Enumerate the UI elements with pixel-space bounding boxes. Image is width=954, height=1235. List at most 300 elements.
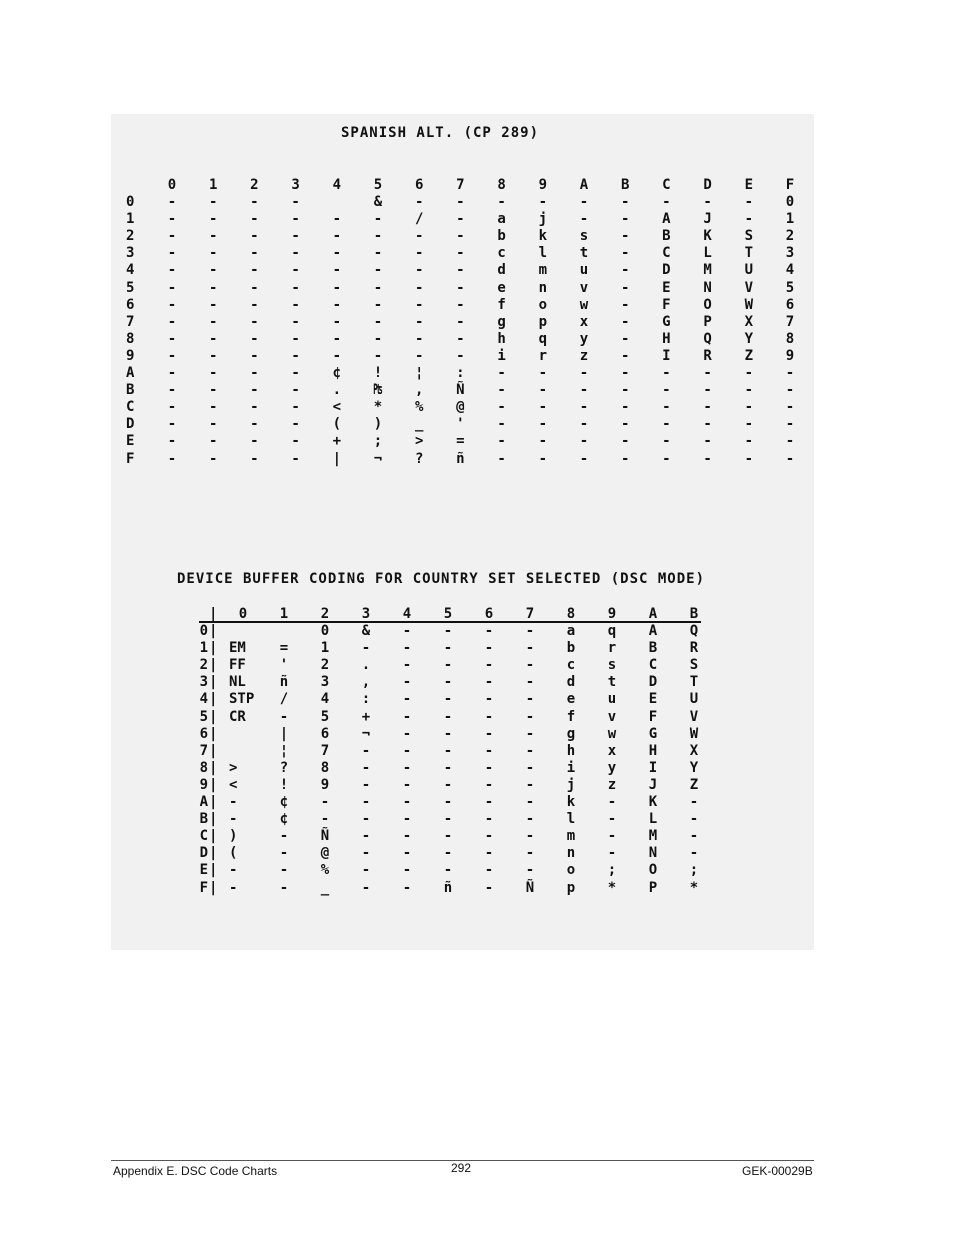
- chart2-cell: J: [648, 776, 658, 793]
- chart2-column-header: B: [689, 606, 699, 622]
- chart1-cell: F: [662, 296, 671, 313]
- chart2-cell: u: [607, 691, 617, 708]
- chart2-title: DEVICE BUFFER CODING FOR COUNTRY SET SELECTED (DSC MODE): [177, 571, 706, 587]
- chart1-cell: -: [662, 399, 671, 416]
- chart2-cell: -: [361, 640, 371, 657]
- chart2-cell: .: [361, 657, 371, 674]
- chart1-cell: -: [250, 313, 259, 330]
- chart1-cell: K: [703, 228, 712, 245]
- chart2-cell: -: [484, 811, 494, 828]
- chart1-cell: f: [497, 296, 506, 313]
- chart1-cell: -: [291, 228, 300, 245]
- chart1-cell: -: [662, 382, 671, 399]
- chart1-cell: -: [703, 450, 712, 467]
- chart1-cell: -: [250, 399, 259, 416]
- chart1-cell: -: [167, 194, 177, 210]
- chart2-cell: -: [525, 845, 535, 862]
- chart2-row-label: 7: [199, 742, 208, 759]
- chart2-row-separator: |: [209, 811, 218, 828]
- chart1-cell: l: [538, 245, 548, 262]
- chart1-cell: 4: [785, 262, 795, 279]
- chart2-cell: x: [607, 742, 617, 759]
- chart1-cell: U: [744, 262, 754, 279]
- chart1-cell: w: [579, 296, 589, 313]
- chart1-cell: -: [456, 228, 465, 245]
- chart1-cell: -: [414, 228, 424, 245]
- chart1-cell: -: [456, 296, 465, 313]
- chart2-cell: l: [566, 811, 576, 828]
- chart1-cell: -: [208, 262, 218, 279]
- chart1-cell: X: [744, 313, 754, 330]
- chart2-row-label: 1: [199, 640, 208, 657]
- chart1-cell: N: [703, 279, 712, 296]
- chart2-cell: X: [689, 742, 699, 759]
- chart1-cell: -: [785, 365, 795, 381]
- chart1-cell: <: [332, 399, 342, 416]
- chart1-cell: -: [167, 262, 177, 279]
- chart2-column-header: 8: [566, 606, 576, 622]
- chart1-cell: -: [497, 433, 506, 450]
- chart1-cell: -: [744, 211, 754, 228]
- chart2-cell: -: [484, 794, 494, 810]
- chart1-cell: h: [497, 330, 506, 347]
- chart2-cell: -: [443, 845, 453, 862]
- chart1-cell: -: [167, 296, 177, 313]
- chart2-cell: -: [525, 674, 535, 691]
- chart1-cell: -: [703, 194, 712, 210]
- chart1-cell: -: [744, 194, 754, 210]
- chart1-cell: -: [785, 450, 795, 467]
- chart1-cell: -: [662, 194, 671, 210]
- chart2-cell: -: [525, 759, 535, 776]
- chart1-cell: J: [703, 211, 712, 228]
- chart2-cell: -: [484, 862, 494, 879]
- chart1-cell: .: [332, 382, 342, 399]
- chart2-cell: -: [361, 828, 371, 845]
- chart2-cell: >: [229, 759, 238, 776]
- chart1-cell: -: [167, 399, 177, 416]
- chart1-cell: -: [538, 433, 548, 450]
- chart1-cell: B: [662, 228, 671, 245]
- chart1-cell: -: [291, 279, 300, 296]
- chart1-cell: -: [620, 347, 630, 364]
- footer-left: Appendix E. DSC Code Charts: [113, 1164, 278, 1178]
- chart1-cell: -: [291, 433, 300, 450]
- chart1-cell: -: [662, 365, 671, 381]
- chart2-cell: -: [689, 794, 699, 810]
- chart2-cell: q: [607, 623, 617, 639]
- chart1-cell: -: [250, 365, 259, 381]
- chart1-cell: -: [208, 245, 218, 262]
- chart1-cell: -: [703, 416, 712, 433]
- chart2-cell: -: [402, 759, 412, 776]
- chart1-cell: -: [497, 365, 506, 381]
- chart1-cell: -: [456, 245, 465, 262]
- chart2-cell: -: [279, 845, 289, 862]
- chart1-cell: c: [497, 245, 506, 262]
- chart1-cell: -: [373, 296, 383, 313]
- chart2-cell: 7: [320, 742, 330, 759]
- chart2-cell: STP: [229, 691, 255, 708]
- chart1-cell: >: [414, 433, 424, 450]
- chart1-cell: n: [538, 279, 548, 296]
- chart1-row-label: 7: [126, 313, 135, 330]
- chart2-cell: -: [525, 725, 535, 742]
- chart1-cell: -: [291, 365, 300, 381]
- chart2-row-separator: |: [209, 640, 218, 657]
- chart2-cell: |: [279, 725, 289, 742]
- chart1-cell: -: [208, 194, 218, 210]
- chart1-cell: ¬: [373, 450, 383, 467]
- chart2-row-separator: |: [209, 691, 218, 708]
- chart2-row-separator: |: [209, 742, 218, 759]
- chart1-cell: 6: [785, 296, 795, 313]
- chart1-cell: -: [373, 228, 383, 245]
- chart1-cell: a: [497, 211, 506, 228]
- chart2-cell: -: [484, 725, 494, 742]
- chart1-cell: -: [250, 416, 259, 433]
- chart1-cell: -: [208, 347, 218, 364]
- chart2-cell: -: [402, 794, 412, 810]
- chart2-cell: Y: [689, 759, 699, 776]
- chart2-cell: ?: [279, 759, 289, 776]
- chart2-cell: =: [279, 640, 289, 657]
- chart2-row-separator: |: [209, 725, 218, 742]
- chart1-cell: -: [579, 365, 589, 381]
- chart2-cell: -: [484, 879, 494, 896]
- chart1-cell: -: [579, 450, 589, 467]
- chart1-cell: -: [167, 382, 177, 399]
- chart1-cell: -: [167, 450, 177, 467]
- chart1-cell: -: [332, 228, 342, 245]
- chart1-cell: V: [744, 279, 754, 296]
- chart2-cell: f: [566, 708, 576, 725]
- chart2-cell: K: [648, 794, 658, 810]
- chart2-cell: &: [361, 623, 371, 639]
- chart2-cell: -: [689, 845, 699, 862]
- chart2-cell: -: [361, 776, 371, 793]
- chart1-cell: ,: [414, 382, 424, 399]
- chart2-cell: -: [525, 811, 535, 828]
- chart1-title: SPANISH ALT. (CP 289): [341, 125, 540, 141]
- chart1-cell: -: [579, 382, 589, 399]
- chart2-cell: -: [525, 708, 535, 725]
- chart2-cell: %: [320, 862, 330, 879]
- chart1-cell: t: [579, 245, 589, 262]
- chart1-column-header: 3: [291, 177, 300, 193]
- chart1-row-label: D: [126, 416, 135, 433]
- chart2-cell: -: [402, 862, 412, 879]
- chart2-cell: w: [607, 725, 617, 742]
- chart1-cell: |: [332, 450, 342, 467]
- chart1-cell: -: [291, 296, 300, 313]
- chart1-cell: -: [414, 194, 424, 210]
- chart2-cell: -: [443, 691, 453, 708]
- chart1-cell: -: [291, 211, 300, 228]
- chart1-cell: -: [373, 330, 383, 347]
- chart1-cell: -: [785, 433, 795, 450]
- chart1-cell: y: [579, 330, 589, 347]
- chart1-cell: -: [785, 416, 795, 433]
- chart1-cell: -: [414, 245, 424, 262]
- chart1-cell: -: [703, 365, 712, 381]
- chart2-cell: -: [361, 862, 371, 879]
- chart2-cell: 0: [320, 623, 330, 639]
- chart1-cell: r: [538, 347, 548, 364]
- chart2-cell: y: [607, 759, 617, 776]
- chart2-row-separator: |: [209, 759, 218, 776]
- chart2-row-label: 0: [199, 623, 208, 639]
- chart2-cell: -: [443, 811, 453, 828]
- chart1-cell: ¦: [414, 365, 424, 381]
- chart2-cell: -: [361, 845, 371, 862]
- chart2-cell: -: [443, 725, 453, 742]
- chart1-cell: Y: [744, 330, 754, 347]
- chart2-cell: 6: [320, 725, 330, 742]
- chart2-cell: (: [229, 845, 238, 862]
- chart1-cell: _: [414, 416, 424, 433]
- chart1-cell: v: [579, 279, 589, 296]
- chart1-cell: -: [579, 416, 589, 433]
- chart1-column-header: 6: [414, 177, 424, 193]
- chart2-cell: 2: [320, 657, 330, 674]
- chart1-row-label: 4: [126, 262, 135, 279]
- chart1-cell: G: [662, 313, 671, 330]
- chart1-cell: -: [373, 211, 383, 228]
- chart2-cell: k: [566, 794, 576, 810]
- chart2-row-separator: |: [209, 862, 218, 879]
- chart2-cell: Ñ: [320, 828, 330, 845]
- chart1-cell: -: [414, 296, 424, 313]
- chart2-row-label: 9: [199, 776, 208, 793]
- chart1-cell: g: [497, 313, 506, 330]
- chart2-cell: -: [402, 879, 412, 896]
- chart1-cell: ;: [373, 433, 383, 450]
- chart1-cell: b: [497, 228, 506, 245]
- chart1-cell: ): [373, 416, 383, 433]
- chart1-cell: W: [744, 296, 754, 313]
- chart1-row-label: 3: [126, 245, 135, 262]
- chart2-cell: -: [402, 828, 412, 845]
- chart2-row-label: C: [199, 828, 208, 845]
- chart2-row-label: 6: [199, 725, 208, 742]
- chart1-cell: -: [332, 211, 342, 228]
- chart1-cell: -: [785, 382, 795, 399]
- chart1-cell: -: [620, 245, 630, 262]
- chart1-cell: -: [332, 262, 342, 279]
- chart1-cell: H: [662, 330, 671, 347]
- chart2-cell: S: [689, 657, 699, 674]
- chart2-cell: -: [402, 725, 412, 742]
- chart2-cell: -: [361, 794, 371, 810]
- chart1-cell: A: [662, 211, 671, 228]
- chart1-cell: !: [373, 365, 383, 381]
- chart1-column-header: D: [703, 177, 712, 193]
- chart1-cell: -: [208, 279, 218, 296]
- chart2-row-separator: |: [209, 657, 218, 674]
- chart2-cell: *: [607, 879, 617, 896]
- chart1-cell: -: [332, 245, 342, 262]
- chart1-cell: -: [497, 382, 506, 399]
- chart1-cell: j: [538, 211, 548, 228]
- chart2-cell: -: [525, 657, 535, 674]
- chart2-cell: -: [402, 708, 412, 725]
- chart2-cell: 9: [320, 776, 330, 793]
- chart2-cell: o: [566, 862, 576, 879]
- chart1-cell: +: [332, 433, 342, 450]
- chart1-row-label: 5: [126, 279, 135, 296]
- chart1-row-label: 2: [126, 228, 135, 245]
- chart2-cell: -: [525, 862, 535, 879]
- chart1-cell: -: [250, 245, 259, 262]
- chart2-cell: -: [361, 879, 371, 896]
- chart1-column-header: B: [620, 177, 630, 193]
- chart2-cell: -: [320, 794, 330, 810]
- chart2-cell: -: [279, 862, 289, 879]
- chart2-cell: -: [689, 828, 699, 845]
- chart2-cell: -: [484, 708, 494, 725]
- chart1-row-label: C: [126, 399, 135, 416]
- chart1-cell: ?: [414, 450, 424, 467]
- chart2-cell: -: [484, 657, 494, 674]
- chart1-cell: -: [703, 382, 712, 399]
- chart2-cell: -: [484, 674, 494, 691]
- chart2-cell: -: [484, 742, 494, 759]
- chart2-row-label: D: [199, 845, 208, 862]
- chart2-column-header: 0: [238, 606, 248, 622]
- chart2-cell: -: [402, 845, 412, 862]
- chart1-cell: -: [291, 416, 300, 433]
- chart2-cell: -: [402, 811, 412, 828]
- chart1-cell: e: [497, 279, 506, 296]
- chart1-cell: R: [703, 347, 712, 364]
- chart1-cell: -: [167, 245, 177, 262]
- chart1-cell: -: [250, 382, 259, 399]
- chart1-cell: q: [538, 330, 548, 347]
- chart2-row-separator: |: [209, 879, 218, 896]
- chart1-cell: -: [579, 194, 589, 210]
- chart2-cell: 1: [320, 640, 330, 657]
- chart1-row-label: 1: [126, 211, 135, 228]
- chart1-cell: -: [662, 416, 671, 433]
- chart1-cell: -: [373, 262, 383, 279]
- chart2-cell: -: [689, 811, 699, 828]
- chart2-cell: Q: [689, 623, 699, 639]
- chart2-cell: -: [484, 828, 494, 845]
- chart2-cell: +: [361, 708, 371, 725]
- chart1-cell: -: [620, 313, 630, 330]
- chart1-cell: -: [497, 194, 506, 210]
- chart2-cell: ñ: [443, 879, 453, 896]
- chart1-cell: p: [538, 313, 548, 330]
- chart2-cell: -: [229, 811, 238, 828]
- chart1-cell: -: [208, 416, 218, 433]
- chart1-cell: *: [373, 399, 383, 416]
- chart2-cell: -: [484, 691, 494, 708]
- chart2-cell: C: [648, 657, 658, 674]
- chart1-cell: -: [291, 347, 300, 364]
- chart2-cell: -: [279, 828, 289, 845]
- chart2-column-header: 7: [525, 606, 535, 622]
- chart1-cell: Z: [744, 347, 754, 364]
- chart1-cell: -: [332, 347, 342, 364]
- chart1-cell: -: [414, 330, 424, 347]
- chart2-cell: V: [689, 708, 699, 725]
- chart1-cell: -: [250, 330, 259, 347]
- chart1-cell: 0: [785, 194, 795, 210]
- chart1-cell: P: [703, 313, 712, 330]
- chart2-cell: 5: [320, 708, 330, 725]
- chart1-cell: -: [414, 347, 424, 364]
- chart2-cell: ¬: [361, 725, 371, 742]
- chart2-cell: P: [648, 879, 658, 896]
- chart2-cell: D: [648, 674, 658, 691]
- chart2-cell: -: [229, 794, 238, 810]
- chart2-cell: <: [229, 776, 238, 793]
- chart1-cell: -: [620, 382, 630, 399]
- chart1-cell: -: [414, 262, 424, 279]
- chart1-column-header: 9: [538, 177, 548, 193]
- chart2-cell: -: [443, 708, 453, 725]
- chart1-cell: -: [250, 194, 259, 210]
- chart1-cell: -: [456, 262, 465, 279]
- chart2-cell: -: [443, 828, 453, 845]
- chart1-cell: -: [620, 228, 630, 245]
- chart2-cell: -: [443, 794, 453, 810]
- chart1-cell: -: [785, 399, 795, 416]
- chart2-cell: e: [566, 691, 576, 708]
- chart2-cell: a: [566, 623, 576, 639]
- chart1-cell: -: [291, 313, 300, 330]
- chart1-cell: -: [662, 450, 671, 467]
- chart1-cell: -: [373, 279, 383, 296]
- chart1-cell: -: [208, 228, 218, 245]
- chart1-row-label: E: [126, 433, 135, 450]
- chart1-cell: -: [250, 262, 259, 279]
- chart2-row-label: E: [199, 862, 208, 879]
- chart2-row-label: 4: [199, 691, 208, 708]
- chart2-cell: G: [648, 725, 658, 742]
- chart1-cell: -: [456, 279, 465, 296]
- chart2-cell: -: [402, 742, 412, 759]
- chart1-cell: -: [620, 433, 630, 450]
- chart1-cell: -: [332, 313, 342, 330]
- chart2-cell: !: [279, 776, 289, 793]
- chart1-cell: 5: [785, 279, 795, 296]
- chart1-cell: -: [414, 279, 424, 296]
- chart1-cell: -: [250, 347, 259, 364]
- chart1-cell: C: [662, 245, 671, 262]
- chart1-cell: M: [703, 262, 712, 279]
- chart1-cell: -: [208, 211, 218, 228]
- chart2-cell: -: [443, 623, 453, 639]
- chart2-cell: -: [443, 776, 453, 793]
- chart1-cell: -: [744, 382, 754, 399]
- chart1-cell: -: [167, 330, 177, 347]
- chart1-column-header: 1: [208, 177, 218, 193]
- chart1-cell: -: [373, 313, 383, 330]
- chart2-cell: d: [566, 674, 576, 691]
- chart1-cell: -: [620, 330, 630, 347]
- chart1-cell: -: [208, 296, 218, 313]
- chart1-cell: -: [497, 450, 506, 467]
- chart1-cell: u: [579, 262, 589, 279]
- chart1-cell: -: [332, 330, 342, 347]
- chart2-cell: R: [689, 640, 699, 657]
- chart2-row-separator: |: [209, 674, 218, 691]
- chart1-cell: -: [373, 347, 383, 364]
- chart2-cell: -: [229, 862, 238, 879]
